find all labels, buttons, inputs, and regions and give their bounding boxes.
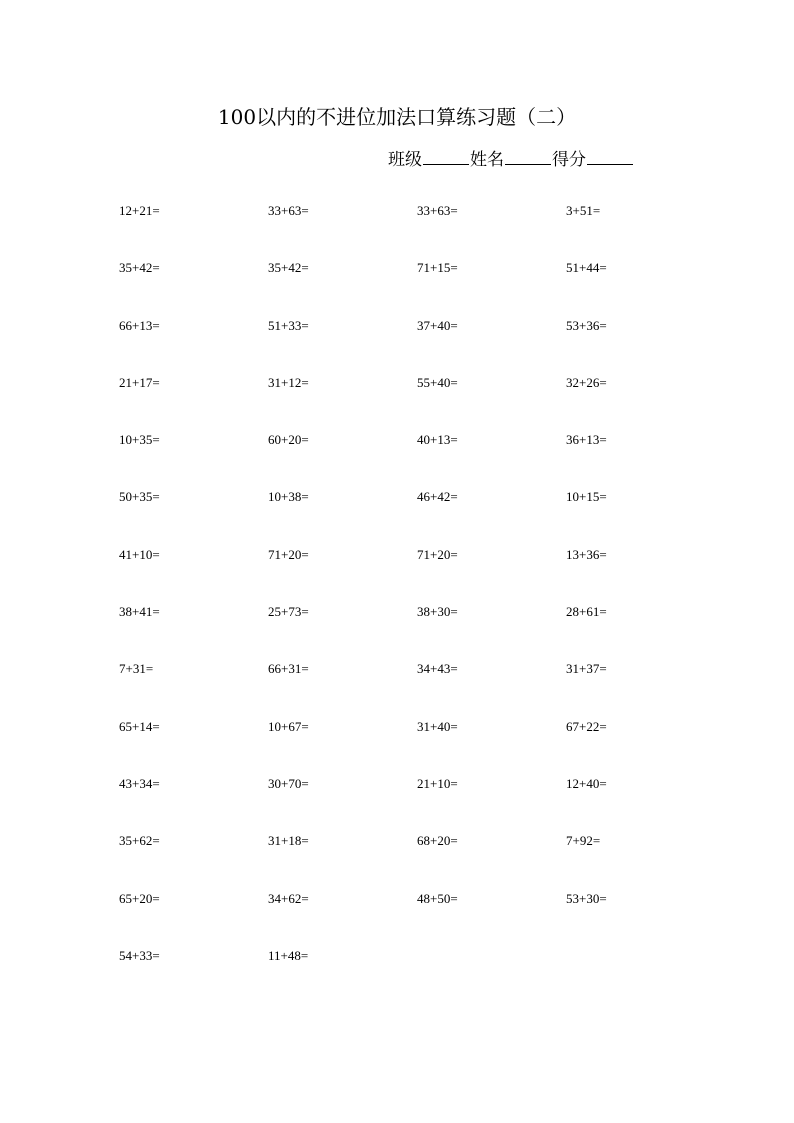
arithmetic-problem: 51+44= — [566, 260, 607, 276]
class-label: 班级 — [388, 150, 422, 170]
arithmetic-problem: 10+15= — [566, 489, 607, 505]
arithmetic-problem: 12+21= — [119, 203, 160, 218]
arithmetic-problem: 53+36= — [566, 317, 607, 333]
arithmetic-problem: 53+30= — [566, 890, 607, 906]
arithmetic-problem: 12+40= — [566, 775, 607, 791]
arithmetic-problem: 33+63= — [268, 203, 309, 218]
arithmetic-problem: 31+40= — [417, 718, 458, 734]
name-blank[interactable] — [505, 147, 551, 165]
page-title: 100以内的不进位加法口算练习题（二） — [217, 105, 577, 129]
arithmetic-problem: 13+36= — [566, 546, 607, 562]
arithmetic-problem: 34+43= — [417, 661, 458, 677]
arithmetic-problem: 31+37= — [566, 661, 607, 677]
arithmetic-problem: 7+31= — [119, 661, 154, 677]
arithmetic-problem: 55+40= — [417, 374, 458, 390]
arithmetic-problem: 25+73= — [268, 604, 309, 620]
arithmetic-problem: 31+12= — [268, 374, 309, 390]
arithmetic-problem: 48+50= — [417, 890, 458, 906]
arithmetic-problem: 37+40= — [417, 317, 458, 333]
arithmetic-problem: 40+13= — [417, 432, 458, 448]
arithmetic-problem: 67+22= — [566, 718, 607, 734]
arithmetic-problem: 31+18= — [268, 833, 309, 849]
arithmetic-problem: 60+20= — [268, 432, 309, 448]
arithmetic-problem: 10+35= — [119, 432, 160, 448]
arithmetic-problem: 34+62= — [268, 890, 309, 906]
arithmetic-problem: 21+10= — [417, 775, 458, 791]
arithmetic-problem: 71+20= — [417, 546, 458, 562]
arithmetic-problem: 28+61= — [566, 604, 607, 620]
arithmetic-problem: 65+20= — [119, 890, 160, 906]
arithmetic-problem: 54+33= — [119, 947, 160, 963]
arithmetic-problem: 71+15= — [417, 260, 458, 276]
arithmetic-problem: 50+35= — [119, 489, 160, 505]
arithmetic-problem: 3+51= — [566, 203, 601, 218]
arithmetic-problem: 66+31= — [268, 661, 309, 677]
arithmetic-problem: 46+42= — [417, 489, 458, 505]
name-label: 姓名 — [470, 150, 504, 170]
arithmetic-problem: 66+13= — [119, 317, 160, 333]
arithmetic-problem: 35+62= — [119, 833, 160, 849]
arithmetic-problem: 32+26= — [566, 374, 607, 390]
arithmetic-problem: 38+41= — [119, 604, 160, 620]
arithmetic-problem: 10+38= — [268, 489, 309, 505]
arithmetic-problem: 41+10= — [119, 546, 160, 562]
problem-grid — [119, 202, 719, 1004]
arithmetic-problem: 38+30= — [417, 604, 458, 620]
arithmetic-problem: 10+67= — [268, 718, 309, 734]
arithmetic-problem: 65+14= — [119, 718, 160, 734]
arithmetic-problem: 7+92= — [566, 833, 601, 849]
arithmetic-problem: 30+70= — [268, 775, 309, 791]
class-blank[interactable] — [423, 147, 469, 165]
arithmetic-problem: 68+20= — [417, 833, 458, 849]
arithmetic-problem: 35+42= — [268, 260, 309, 276]
arithmetic-problem: 43+34= — [119, 775, 160, 791]
student-info-line — [388, 147, 634, 172]
arithmetic-problem: 11+48= — [268, 947, 309, 963]
score-blank[interactable] — [587, 147, 633, 165]
arithmetic-problem: 21+17= — [119, 374, 160, 390]
score-label: 得分 — [552, 150, 586, 170]
arithmetic-problem: 35+42= — [119, 260, 160, 276]
arithmetic-problem: 71+20= — [268, 546, 309, 562]
arithmetic-problem: 36+13= — [566, 432, 607, 448]
arithmetic-problem: 51+33= — [268, 317, 309, 333]
arithmetic-problem: 33+63= — [417, 203, 458, 218]
